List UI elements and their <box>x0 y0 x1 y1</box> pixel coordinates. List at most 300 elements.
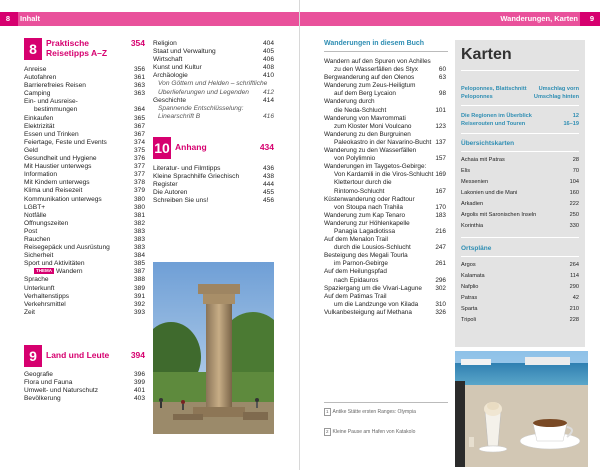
entry-label: Post <box>24 227 38 235</box>
entry-page: 183 <box>435 211 446 219</box>
map-page: 28 <box>572 157 579 163</box>
entry-label: Geografie <box>24 370 53 378</box>
map-name: Argolis mit Saronischen Inseln <box>461 212 537 218</box>
entry-label: Spannende Entschlüsselung: <box>158 104 244 112</box>
chapter-title: Anhang <box>175 141 207 152</box>
entry-page: 101 <box>435 106 446 114</box>
map-page: 228 <box>569 317 579 323</box>
overview-maps-heading: Übersichtskarten <box>461 140 515 147</box>
map-page: 330 <box>569 223 579 229</box>
right-page <box>300 0 600 470</box>
entry-label: Umwelt- und Naturschutz <box>24 387 99 395</box>
entry-label: zu den Wasserfällen des Styx <box>334 66 418 74</box>
hike-entry[interactable] <box>324 123 446 131</box>
entry-label: Zeit <box>24 308 35 316</box>
hike-entry[interactable] <box>324 163 446 171</box>
hike-entry[interactable] <box>324 220 446 228</box>
entry-page: 356 <box>133 66 145 73</box>
entry-label: Camping <box>24 90 51 98</box>
hike-entry[interactable] <box>324 252 446 260</box>
hike-entry[interactable] <box>324 236 446 244</box>
entry-label: Wanderung zur Höhlenkapelle <box>324 219 410 227</box>
hike-entry[interactable] <box>324 285 446 293</box>
toc-entry[interactable] <box>153 181 274 189</box>
entry-page: 388 <box>133 276 145 284</box>
entry-page: 401 <box>133 387 145 395</box>
entry-label: Klima und Reisezeit <box>24 187 83 195</box>
entry-label: LGBT+ <box>24 203 46 211</box>
maps-heading: Karten <box>461 46 512 63</box>
map-page: 210 <box>569 306 579 312</box>
hike-entry[interactable] <box>324 188 446 196</box>
entry-label: Verhaltenstipps <box>24 292 70 300</box>
entry-label: Sport und Aktivitäten <box>24 260 85 268</box>
toc-entry[interactable] <box>153 72 274 80</box>
entry-page: 60 <box>438 66 446 74</box>
entry-page: 123 <box>435 122 446 130</box>
map-page: 264 <box>569 262 579 268</box>
entry-label: Literatur- und Filmtipps <box>153 164 221 172</box>
hike-entry[interactable] <box>324 131 446 139</box>
entry-label: Geschichte <box>153 96 186 104</box>
hikes-list <box>324 58 446 317</box>
entry-label: Mit Haustier unterwegs <box>24 163 92 171</box>
chapter-number: 8 <box>24 38 42 60</box>
entry-page: 383 <box>133 227 145 235</box>
toc-entry[interactable] <box>24 90 145 98</box>
entry-label: Kunst und Kultur <box>153 64 202 72</box>
entry-page: 377 <box>133 163 145 171</box>
toc-entry[interactable] <box>153 89 274 97</box>
entry-page: 393 <box>133 308 145 316</box>
map-page: 42 <box>572 295 579 301</box>
hike-entry[interactable] <box>324 196 446 204</box>
entry-label: Besteigung des Megali Tourla <box>324 252 408 260</box>
hike-entry[interactable] <box>324 268 446 276</box>
entry-page: 387 <box>133 268 145 276</box>
chapter-page: 354 <box>130 38 145 48</box>
hike-entry[interactable] <box>324 139 446 147</box>
toc-entry[interactable] <box>153 113 274 121</box>
coffee-harbour-photo <box>455 351 588 467</box>
entry-page: 98 <box>438 90 446 98</box>
map-page: 250 <box>569 212 579 218</box>
map-name: Patras <box>461 295 478 301</box>
toc-entry[interactable] <box>153 189 274 197</box>
entry-label: um die Landzunge von Kilada <box>334 300 419 308</box>
entry-label: Wandern auf den Spuren von Achilles <box>324 58 431 65</box>
entry-page: 438 <box>262 173 274 181</box>
divider <box>324 402 448 403</box>
thema-tag: THEMA <box>36 268 52 274</box>
map-entry[interactable] <box>461 306 579 313</box>
entry-label: Wanderung zu den Burgruinen <box>324 130 411 138</box>
entry-label: Mit Kindern unterwegs <box>24 179 90 187</box>
hike-entry[interactable] <box>324 107 446 115</box>
map-entry[interactable] <box>461 284 579 291</box>
hike-entry[interactable] <box>324 293 446 301</box>
entry-label: Elektrizität <box>24 122 55 130</box>
toc-entry[interactable] <box>24 155 145 163</box>
entry-page: 378 <box>133 179 145 187</box>
map-page: 114 <box>570 273 579 279</box>
entry-label: Gesundheit und Hygiene <box>24 155 97 163</box>
hike-entry[interactable] <box>324 66 446 74</box>
map-name: Elis <box>461 168 471 174</box>
chapter-title-line: Reisetipps A–Z <box>46 47 108 58</box>
entry-label: Von Kardamili in die Viros-Schlucht <box>334 171 434 179</box>
toc-entry[interactable] <box>153 105 274 113</box>
entry-label: Öffnungszeiten <box>24 219 69 227</box>
left-header-title: Inhalt <box>20 14 40 23</box>
toc-entry[interactable] <box>153 165 274 173</box>
entry-label: Verkehrsmittel <box>24 300 66 308</box>
entry-label: Überlieferungen und Legenden <box>158 88 249 96</box>
map-name: Argos <box>461 262 476 268</box>
entry-label: Geld <box>24 146 38 154</box>
chapter-number: 9 <box>24 345 42 367</box>
entry-page: 261 <box>435 260 446 268</box>
entry-page: 157 <box>435 155 446 163</box>
right-header-bar <box>300 12 600 26</box>
toc-entry[interactable] <box>24 293 145 301</box>
toc-entry[interactable] <box>153 173 274 181</box>
entry-label: Panagia Lagadiotissa <box>334 227 396 235</box>
map-entry[interactable] <box>461 168 579 175</box>
entry-label: Auf dem Patimas Trail <box>324 292 387 300</box>
entry-label: Wanderung zum Kap Tenaro <box>324 211 405 219</box>
chapter-9-continued-entries <box>153 40 274 121</box>
chapter-10-heading[interactable] <box>153 137 274 159</box>
map-entry[interactable] <box>461 273 579 280</box>
entry-label: Rintomo-Schlucht <box>334 187 385 195</box>
entry-label: Klettertour durch die <box>334 179 392 187</box>
entry-label: Vulkanbesteigung auf Methana <box>324 308 412 316</box>
toc-entry[interactable] <box>153 48 274 56</box>
right-header-title: Wanderungen, Karten <box>500 14 578 23</box>
toc-entry[interactable] <box>24 196 145 204</box>
entry-label: Reisegepäck und Ausrüstung <box>24 244 110 252</box>
entry-page: 382 <box>133 219 145 227</box>
entry-label: Notfälle <box>24 211 47 219</box>
chapter-8-heading[interactable] <box>24 38 145 60</box>
toc-entry[interactable] <box>24 115 145 123</box>
map-page: 160 <box>569 190 579 196</box>
entry-page: 412 <box>262 88 274 96</box>
toc-entry[interactable] <box>24 123 145 131</box>
hike-entry[interactable] <box>324 228 446 236</box>
toc-entry[interactable] <box>24 147 145 155</box>
entry-page: 399 <box>133 379 145 386</box>
entry-label: Schreiben Sie uns! <box>153 197 209 205</box>
entry-page: 216 <box>435 227 446 235</box>
hike-entry[interactable] <box>324 309 446 317</box>
map-name: Nafplio <box>461 284 479 290</box>
entry-page: 383 <box>133 235 145 243</box>
entry-page: 456 <box>262 197 274 205</box>
hike-entry[interactable] <box>324 212 446 220</box>
entry-page: 410 <box>262 72 274 80</box>
entry-page: 137 <box>435 138 446 146</box>
entry-page: 367 <box>133 130 145 138</box>
entry-page: 392 <box>133 300 145 308</box>
entry-label: Information <box>24 171 57 179</box>
hike-entry[interactable] <box>324 58 446 66</box>
map-entry[interactable] <box>461 223 579 230</box>
toc-entry[interactable] <box>153 56 274 64</box>
entry-page: 363 <box>133 82 145 90</box>
entry-label: Sicherheit <box>24 252 54 260</box>
entry-page: 310 <box>435 300 446 308</box>
entry-label: Bergwanderung auf den Olenos <box>324 74 415 82</box>
caption-text: Kleine Pause am Hafen von Katakolo <box>332 429 416 435</box>
hike-entry[interactable] <box>324 90 446 98</box>
toc-entry[interactable] <box>24 395 145 403</box>
map-entry[interactable]: Peloponnes Umschlag hinten <box>461 94 579 100</box>
entry-page: 169 <box>435 171 446 179</box>
entry-label: Kommunikation unterwegs <box>24 195 102 203</box>
entry-label: Bevölkerung <box>24 395 61 403</box>
entry-page: 376 <box>133 155 145 163</box>
toc-entry[interactable] <box>24 268 145 276</box>
entry-page: 379 <box>133 187 145 195</box>
toc-entry[interactable] <box>153 97 274 105</box>
toc-entry[interactable] <box>24 139 145 147</box>
hike-entry[interactable] <box>324 82 446 90</box>
entry-page: 247 <box>435 244 446 252</box>
map-name: Lakonien und die Mani <box>461 190 518 196</box>
entry-label: Wanderung zu den Wasserfällen <box>324 147 417 155</box>
toc-entry[interactable] <box>24 276 145 284</box>
photo-caption-2 <box>324 428 448 436</box>
entry-page: 436 <box>262 164 274 172</box>
map-entry[interactable] <box>461 157 579 164</box>
entry-label: Paleokastro in der Navarino-Bucht <box>334 138 432 146</box>
entry-page: 380 <box>133 203 145 211</box>
caption-text: Antike Stätte ersten Ranges: Olympia <box>332 409 416 415</box>
entry-page: 405 <box>262 48 274 56</box>
hike-entry[interactable] <box>324 277 446 285</box>
map-entry[interactable] <box>461 295 579 302</box>
entry-page: 414 <box>262 96 274 104</box>
entry-label: Wanderung zum Zeus-Heiligtum <box>324 82 416 90</box>
right-page-number: 9 <box>584 12 600 26</box>
toc-column-1 <box>24 38 145 403</box>
entry-page: 377 <box>133 171 145 179</box>
toc-entry[interactable] <box>24 220 145 228</box>
entry-page: 361 <box>133 74 145 82</box>
entry-label: Flora und Fauna <box>24 379 73 386</box>
toc-entry[interactable] <box>24 82 145 90</box>
chapter-title: Land und Leute <box>46 349 110 360</box>
caption-number: 2 <box>326 429 329 434</box>
map-name: Arkadien <box>461 201 484 207</box>
photo-caption-1 <box>324 408 448 416</box>
city-maps-heading: Ortspläne <box>461 245 492 252</box>
map-entry[interactable] <box>461 212 579 219</box>
entry-label: die Neda-Schlucht <box>334 106 387 114</box>
map-name: Korinthia <box>461 223 484 229</box>
map-entry[interactable] <box>461 262 579 269</box>
map-entry[interactable] <box>461 179 579 186</box>
toc-entry[interactable] <box>24 285 145 293</box>
entry-page: 363 <box>133 90 145 98</box>
chapter-title-line: Praktische <box>46 38 89 48</box>
entry-page: 396 <box>133 370 145 378</box>
entry-page: 364 <box>133 106 145 114</box>
toc-entry[interactable] <box>24 252 145 260</box>
toc-entry[interactable] <box>24 212 145 220</box>
entry-label: Archäologie <box>153 72 188 80</box>
toc-entry[interactable] <box>24 171 145 179</box>
entry-label: Essen und Trinken <box>24 130 79 138</box>
hike-entry[interactable] <box>324 179 446 187</box>
entry-page: 63 <box>438 74 446 82</box>
toc-entry[interactable] <box>24 387 145 395</box>
map-page: 104 <box>569 179 579 185</box>
toc-entry[interactable] <box>24 371 145 379</box>
entry-page: 367 <box>133 122 145 130</box>
map-entry[interactable]: Peloponnes, Blattschnitt Umschlag vorn <box>461 86 579 92</box>
entry-label: Barrierefreies Reisen <box>24 82 86 90</box>
hike-entry[interactable] <box>324 155 446 163</box>
toc-entry[interactable] <box>24 204 145 212</box>
entry-label: Auf dem Menalon Trail <box>324 236 388 244</box>
toc-entry[interactable] <box>24 131 145 139</box>
toc-entry[interactable] <box>153 40 274 48</box>
entry-page: 167 <box>435 187 446 195</box>
chapter-9-heading[interactable] <box>24 345 145 367</box>
toc-entry[interactable] <box>24 187 145 195</box>
entry-label: Wanderung von Mavrommati <box>324 114 406 122</box>
entry-page: 381 <box>133 211 145 219</box>
toc-entry[interactable] <box>153 64 274 72</box>
temple-column-photo <box>153 262 274 434</box>
chapter-page: 394 <box>130 349 145 360</box>
entry-page: 380 <box>133 195 145 203</box>
entry-label <box>24 268 83 276</box>
entry-label: Ein- und Ausreise- <box>24 98 78 106</box>
toc-entry[interactable] <box>24 66 145 74</box>
map-entry[interactable] <box>461 190 579 197</box>
toc-column-2 <box>153 40 274 205</box>
entry-label: Von Göttern und Helden – schriftliche <box>158 80 268 88</box>
hike-entry[interactable] <box>324 147 446 155</box>
entry-page: 296 <box>435 276 446 284</box>
map-entry[interactable]: Reiserouten und Touren 16–19 <box>461 121 579 127</box>
entry-label: Feiertage, Feste und Events <box>24 138 107 146</box>
toc-entry[interactable] <box>24 301 145 309</box>
entry-page: 389 <box>133 284 145 292</box>
entry-text: Wandern <box>56 268 83 276</box>
toc-entry[interactable] <box>24 179 145 187</box>
entry-label: Wanderung durch <box>324 98 375 106</box>
hike-entry[interactable] <box>324 244 446 252</box>
entry-page: 375 <box>133 146 145 154</box>
entry-label: Küstenwanderung oder Radtour <box>324 195 415 203</box>
entry-label: Sprache <box>24 276 49 284</box>
entry-label: nach Epidauros <box>334 276 379 284</box>
left-page-number: 8 <box>0 12 16 26</box>
entry-label: Religion <box>153 40 177 47</box>
entry-label: Linearschrift B <box>158 112 201 120</box>
entry-page: 170 <box>435 203 446 211</box>
entry-page: 326 <box>435 308 446 316</box>
entry-label: Register <box>153 181 178 189</box>
hike-entry[interactable] <box>324 204 446 212</box>
hike-entry[interactable] <box>324 171 446 179</box>
entry-label: Auf dem Heilungspfad <box>324 268 387 276</box>
hike-entry[interactable] <box>324 260 446 268</box>
chapter-page: 434 <box>259 141 274 152</box>
entry-page: 374 <box>133 138 145 146</box>
toc-entry[interactable] <box>153 197 274 205</box>
toc-entry[interactable] <box>153 80 274 88</box>
entry-page: 416 <box>262 112 274 120</box>
entry-label: von Polylimnio <box>334 155 376 163</box>
map-entry[interactable] <box>461 317 579 324</box>
entry-label: Staat und Verwaltung <box>153 48 216 56</box>
chapter-8-entries <box>24 66 145 317</box>
toc-entry[interactable] <box>24 228 145 236</box>
entry-page: 403 <box>133 395 145 403</box>
entry-label: zum Kloster Moni Voulcano <box>334 122 412 130</box>
entry-label: Rauchen <box>24 235 51 243</box>
entry-label: Autofahren <box>24 74 57 82</box>
entry-page: 385 <box>133 260 145 268</box>
toc-entry[interactable] <box>24 244 145 252</box>
entry-label: auf dem Berg Lycaion <box>334 90 396 98</box>
map-entry[interactable] <box>461 201 579 208</box>
maps-box <box>455 40 585 347</box>
entry-label: im Parnon-Gebirge <box>334 260 388 268</box>
entry-label: durch die Lousios-Schlucht <box>334 244 411 252</box>
hike-entry[interactable] <box>324 74 446 82</box>
entry-page: 391 <box>133 292 145 300</box>
map-entry[interactable]: Die Regionen im Überblick 12 <box>461 113 579 119</box>
entry-page: 384 <box>133 252 145 260</box>
chapter-10-entries <box>153 165 274 205</box>
entry-label: Unterkunft <box>24 284 55 292</box>
toc-entry[interactable] <box>24 236 145 244</box>
hike-entry[interactable] <box>324 115 446 123</box>
entry-page: 444 <box>262 181 274 189</box>
chapter-number: 10 <box>153 137 171 159</box>
map-name: Kalamata <box>461 273 485 279</box>
toc-entry[interactable] <box>24 106 145 114</box>
hike-entry[interactable] <box>324 98 446 106</box>
left-header-bar <box>0 12 300 26</box>
map-name: Messenien <box>461 179 489 185</box>
map-name: Sparta <box>461 306 478 312</box>
entry-page: 406 <box>262 56 274 64</box>
hike-entry[interactable] <box>324 301 446 309</box>
toc-entry[interactable] <box>24 74 145 82</box>
toc-entry[interactable] <box>24 163 145 171</box>
toc-entry[interactable] <box>24 309 145 317</box>
map-page: 70 <box>572 168 579 174</box>
entry-page: 383 <box>133 244 145 252</box>
entry-label: Spaziergang um die Vivari-Lagune <box>324 284 422 292</box>
toc-entry[interactable] <box>24 98 145 106</box>
map-name: Tripoli <box>461 317 477 323</box>
map-page: 222 <box>569 201 579 207</box>
entry-page: 302 <box>435 284 446 292</box>
map-page: 290 <box>569 284 579 290</box>
toc-entry[interactable] <box>24 379 145 387</box>
toc-entry[interactable] <box>24 260 145 268</box>
hikes-heading: Wanderungen in diesem Buch <box>324 40 425 47</box>
